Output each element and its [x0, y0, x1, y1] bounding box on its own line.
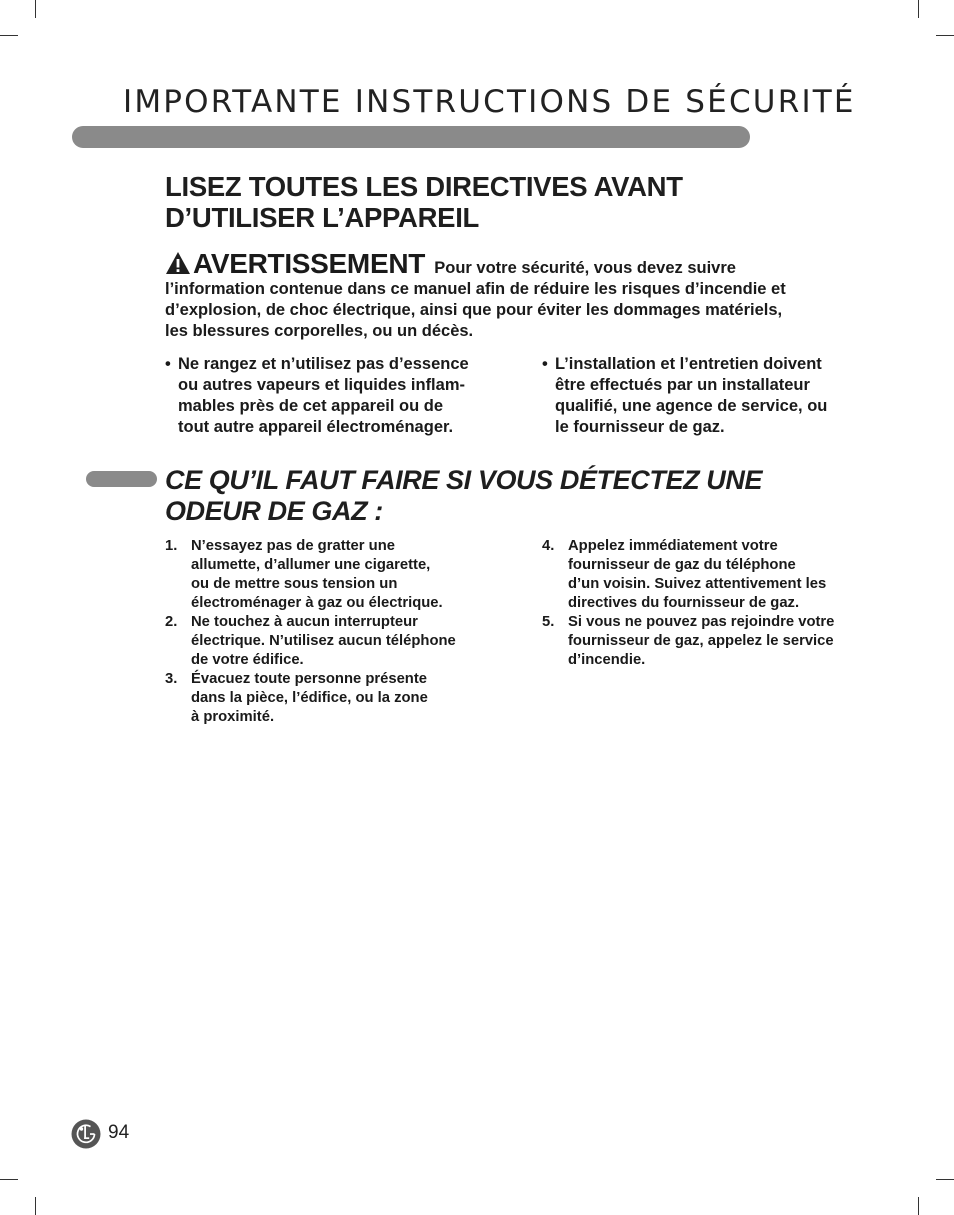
step-text-line: d’un voisin. Suivez attentivement les — [568, 576, 827, 592]
heading-line: ODEUR DE GAZ : — [165, 496, 383, 526]
step-text-line: N’essayez pas de gratter une — [191, 538, 395, 554]
steps-list-left — [165, 537, 495, 727]
heading-line: CE QU’IL FAUT FAIRE SI VOUS DÉTECTEZ UNE — [165, 465, 763, 495]
step-number: 1. — [165, 538, 178, 554]
crop-mark — [936, 35, 954, 36]
step-text-line: Appelez immédiatement votre — [568, 538, 778, 554]
section-heading-gas-odor — [165, 465, 762, 527]
list-item — [165, 354, 495, 438]
title-bar — [72, 126, 750, 148]
list-item — [165, 537, 495, 613]
step-text-line: ou de mettre sous tension un — [191, 576, 398, 592]
list-item — [542, 613, 872, 670]
list-item — [165, 670, 495, 727]
warning-triangle-icon — [165, 251, 191, 275]
step-text-line: de votre édifice. — [191, 652, 304, 668]
bullet-text-line: Ne rangez et n’utilisez pas d’essence — [178, 355, 469, 373]
page-number: 94 — [108, 1122, 130, 1143]
warning-title: AVERTISSEMENT — [193, 248, 426, 279]
step-text-line: Ne touchez à aucun interrupteur — [191, 614, 418, 630]
crop-mark — [35, 1197, 36, 1215]
bullet-text-line: mables près de cet appareil ou de — [178, 397, 444, 415]
steps-list-right — [542, 537, 872, 670]
crop-mark — [0, 1179, 18, 1180]
heading-line: LISEZ TOUTES LES DIRECTIVES AVANT — [165, 171, 683, 202]
bullet-list-left — [165, 354, 495, 438]
list-item — [542, 354, 872, 438]
bullet-text-line: le fournisseur de gaz. — [555, 418, 725, 436]
step-number: 3. — [165, 671, 178, 687]
heading-line: D’UTILISER L’APPAREIL — [165, 202, 480, 233]
step-text-line: d’incendie. — [568, 652, 646, 668]
step-text-line: Si vous ne pouvez pas rejoindre votre — [568, 614, 835, 630]
step-text-line: électrique. N’utilisez aucun téléphone — [191, 633, 456, 649]
bullet-text-line: être effectués par un installateur — [555, 376, 810, 394]
crop-mark — [918, 0, 919, 18]
bullet-list-right — [542, 354, 872, 438]
step-text-line: directives du fournisseur de gaz. — [568, 595, 800, 611]
bullet-text-line: tout autre appareil électroménager. — [178, 418, 454, 436]
step-text-line: allumette, d’allumer une cigarette, — [191, 557, 431, 573]
step-number: 5. — [542, 614, 555, 630]
step-text-line: dans la pièce, l’édifice, ou la zone — [191, 690, 428, 706]
bullet-text-line: ou autres vapeurs et liquides inflam- — [178, 376, 465, 394]
section-pill — [86, 471, 157, 487]
step-text-line: fournisseur de gaz du téléphone — [568, 557, 796, 573]
warning-paragraph — [165, 250, 845, 342]
step-text-line: Évacuez toute personne présente — [191, 671, 427, 687]
bullet-marker: • — [165, 355, 171, 373]
crop-mark — [35, 0, 36, 18]
list-item — [542, 537, 872, 613]
step-number: 2. — [165, 614, 178, 630]
step-text-line: fournisseur de gaz, appelez le service — [568, 633, 834, 649]
list-item — [165, 613, 495, 670]
crop-mark — [0, 35, 18, 36]
step-text-line: électroménager à gaz ou électrique. — [191, 595, 443, 611]
step-text-line: à proximité. — [191, 709, 275, 725]
warning-text-line: les blessures corporelles, ou un décès. — [165, 322, 474, 340]
warning-text-line: d’explosion, de choc électrique, ainsi que pour éviter les dommages matériels, — [165, 301, 783, 319]
bullet-text-line: qualifié, une agence de service, ou — [555, 397, 828, 415]
bullet-marker: • — [542, 355, 548, 373]
warning-text-line: l’information contenue dans ce manuel afin de réduire les risques d’incendie et — [165, 280, 786, 298]
bullet-text-line: L’installation et l’entretien doivent — [555, 355, 822, 373]
section-heading-read-directives — [165, 171, 683, 233]
crop-mark — [936, 1179, 954, 1180]
crop-mark — [918, 1197, 919, 1215]
lg-logo-icon — [71, 1119, 101, 1149]
step-number: 4. — [542, 538, 555, 554]
warning-text-line: Pour votre sécurité, vous devez suivre — [434, 259, 736, 277]
page-title: IMPORTANTE INSTRUCTIONS DE SÉCURITÉ — [123, 84, 856, 120]
